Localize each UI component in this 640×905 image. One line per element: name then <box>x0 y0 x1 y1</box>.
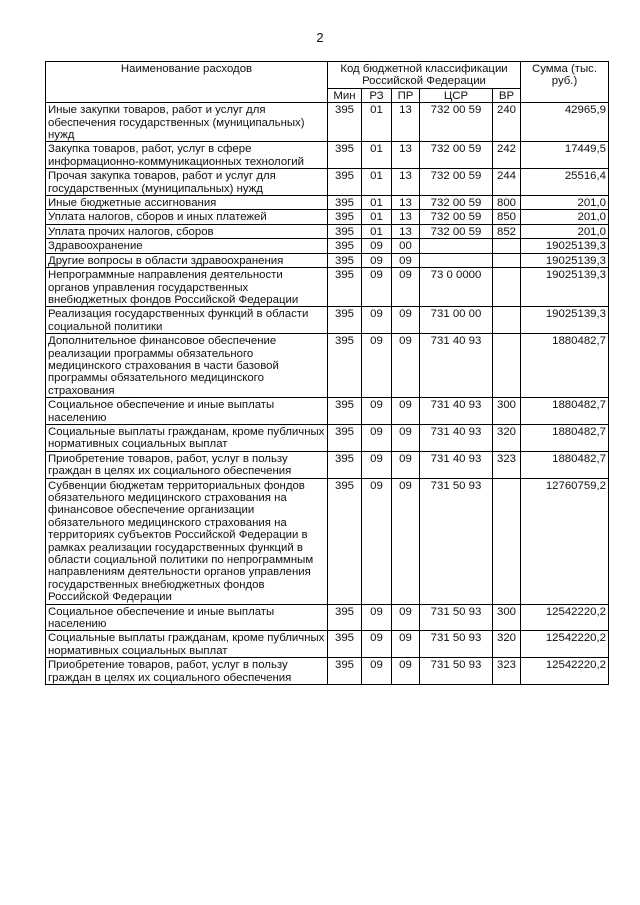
header-rz: РЗ <box>362 88 392 102</box>
table-row <box>46 307 609 334</box>
cell-sum: 1880482,7 <box>521 451 609 478</box>
table-row <box>46 631 609 658</box>
cell-sum: 1880482,7 <box>521 424 609 451</box>
cell-sum: 25516,4 <box>521 169 609 196</box>
cell-name: Иные закупки товаров, работ и услуг для обеспечения государственных (муниципальных) нужд <box>46 103 328 142</box>
table-row <box>46 334 609 398</box>
cell-sum: 19025139,3 <box>521 253 609 267</box>
cell-csr: 731 40 93 <box>420 451 493 478</box>
cell-csr: 731 40 93 <box>420 334 493 398</box>
table-row <box>46 224 609 238</box>
cell-min: 395 <box>328 478 362 604</box>
cell-vr <box>493 239 521 253</box>
cell-csr: 732 00 59 <box>420 224 493 238</box>
cell-rz: 01 <box>362 142 392 169</box>
table-row <box>46 478 609 604</box>
cell-csr <box>420 253 493 267</box>
table-row <box>46 658 609 685</box>
table-row <box>46 398 609 425</box>
cell-rz: 01 <box>362 224 392 238</box>
cell-rz: 09 <box>362 658 392 685</box>
cell-min: 395 <box>328 224 362 238</box>
cell-vr <box>493 307 521 334</box>
cell-name: Приобретение товаров, работ, услуг в пользу граждан в целях их социального обеспечения <box>46 451 328 478</box>
cell-name: Субвенции бюджетам территориальных фондов обязательного медицинского страхования на финансовое обеспечение организации обязательного медицинского страхования на территориях субъектов Российской Федерации в рамках реализации государственных функций в области социальной политики по непрограммным направлениям деятельности органов управления государственных внебюджетных фондов Российской Федерации <box>46 478 328 604</box>
cell-rz: 09 <box>362 451 392 478</box>
cell-vr: 300 <box>493 398 521 425</box>
cell-pr: 00 <box>392 239 420 253</box>
cell-rz: 01 <box>362 103 392 142</box>
cell-vr: 323 <box>493 451 521 478</box>
cell-pr: 09 <box>392 268 420 307</box>
cell-vr: 242 <box>493 142 521 169</box>
cell-csr <box>420 239 493 253</box>
cell-sum: 19025139,3 <box>521 239 609 253</box>
cell-pr: 09 <box>392 451 420 478</box>
cell-pr: 09 <box>392 253 420 267</box>
cell-min: 395 <box>328 196 362 210</box>
header-code-group: Код бюджетной классификации Российской Федерации <box>328 62 521 89</box>
cell-sum: 201,0 <box>521 224 609 238</box>
table-row <box>46 210 609 224</box>
cell-min: 395 <box>328 103 362 142</box>
cell-csr: 732 00 59 <box>420 196 493 210</box>
budget-table <box>45 61 609 685</box>
table-row <box>46 142 609 169</box>
cell-pr: 09 <box>392 604 420 631</box>
cell-pr: 13 <box>392 196 420 210</box>
cell-sum: 42965,9 <box>521 103 609 142</box>
cell-pr: 09 <box>392 398 420 425</box>
cell-csr: 731 50 93 <box>420 631 493 658</box>
cell-pr: 13 <box>392 169 420 196</box>
cell-pr: 09 <box>392 658 420 685</box>
cell-csr: 731 40 93 <box>420 424 493 451</box>
cell-pr: 13 <box>392 103 420 142</box>
cell-min: 395 <box>328 239 362 253</box>
cell-name: Непрограммные направления деятельности органов управления государственных внебюджетных фондов Российской Федерации <box>46 268 328 307</box>
cell-name: Приобретение товаров, работ, услуг в пользу граждан в целях их социального обеспечения <box>46 658 328 685</box>
cell-sum: 19025139,3 <box>521 268 609 307</box>
table-row <box>46 239 609 253</box>
cell-pr: 09 <box>392 307 420 334</box>
cell-rz: 01 <box>362 210 392 224</box>
cell-min: 395 <box>328 210 362 224</box>
cell-vr: 320 <box>493 631 521 658</box>
cell-vr: 850 <box>493 210 521 224</box>
header-min: Мин <box>328 88 362 102</box>
cell-min: 395 <box>328 169 362 196</box>
cell-csr: 731 50 93 <box>420 604 493 631</box>
cell-vr <box>493 253 521 267</box>
cell-rz: 09 <box>362 307 392 334</box>
header-vr: ВР <box>493 88 521 102</box>
cell-sum: 12760759,2 <box>521 478 609 604</box>
cell-name: Уплата прочих налогов, сборов <box>46 224 328 238</box>
cell-name: Прочая закупка товаров, работ и услуг для государственных (муниципальных) нужд <box>46 169 328 196</box>
cell-min: 395 <box>328 604 362 631</box>
header-csr: ЦСР <box>420 88 493 102</box>
cell-vr: 323 <box>493 658 521 685</box>
cell-sum: 1880482,7 <box>521 398 609 425</box>
cell-min: 395 <box>328 658 362 685</box>
cell-rz: 01 <box>362 196 392 210</box>
cell-rz: 01 <box>362 169 392 196</box>
cell-name: Закупка товаров, работ, услуг в сфере информационно-коммуникационных технологий <box>46 142 328 169</box>
cell-rz: 09 <box>362 334 392 398</box>
cell-vr <box>493 268 521 307</box>
cell-sum: 201,0 <box>521 196 609 210</box>
cell-rz: 09 <box>362 253 392 267</box>
cell-csr: 732 00 59 <box>420 103 493 142</box>
cell-rz: 09 <box>362 604 392 631</box>
header-row <box>46 62 609 89</box>
cell-pr: 09 <box>392 424 420 451</box>
cell-rz: 09 <box>362 398 392 425</box>
cell-name: Социальные выплаты гражданам, кроме публичных нормативных социальных выплат <box>46 631 328 658</box>
cell-csr: 732 00 59 <box>420 210 493 224</box>
cell-csr: 73 0 0000 <box>420 268 493 307</box>
cell-vr <box>493 334 521 398</box>
cell-sum: 12542220,2 <box>521 658 609 685</box>
cell-min: 395 <box>328 451 362 478</box>
cell-csr: 731 50 93 <box>420 658 493 685</box>
cell-sum: 1880482,7 <box>521 334 609 398</box>
cell-pr: 13 <box>392 224 420 238</box>
cell-vr: 800 <box>493 196 521 210</box>
cell-name: Дополнительное финансовое обеспечение реализации программы обязательного медицинского страхования в части базовой программы обязательного медицинского страхования <box>46 334 328 398</box>
cell-pr: 09 <box>392 478 420 604</box>
cell-rz: 09 <box>362 268 392 307</box>
cell-sum: 17449,5 <box>521 142 609 169</box>
cell-csr: 731 40 93 <box>420 398 493 425</box>
page-number: 2 <box>316 30 324 45</box>
cell-name: Социальное обеспечение и иные выплаты населению <box>46 398 328 425</box>
cell-pr: 13 <box>392 210 420 224</box>
header-sum: Сумма (тыс. руб.) <box>521 62 609 103</box>
cell-sum: 12542220,2 <box>521 631 609 658</box>
table-row <box>46 196 609 210</box>
cell-name: Уплата налогов, сборов и иных платежей <box>46 210 328 224</box>
cell-min: 395 <box>328 253 362 267</box>
cell-csr: 731 50 93 <box>420 478 493 604</box>
cell-vr: 244 <box>493 169 521 196</box>
cell-sum: 201,0 <box>521 210 609 224</box>
cell-vr: 300 <box>493 604 521 631</box>
cell-rz: 09 <box>362 239 392 253</box>
cell-csr: 732 00 59 <box>420 169 493 196</box>
cell-name: Другие вопросы в области здравоохранения <box>46 253 328 267</box>
header-name: Наименование расходов <box>46 62 328 103</box>
cell-vr: 852 <box>493 224 521 238</box>
cell-sum: 12542220,2 <box>521 604 609 631</box>
cell-min: 395 <box>328 268 362 307</box>
cell-pr: 09 <box>392 631 420 658</box>
table-row <box>46 169 609 196</box>
cell-vr: 320 <box>493 424 521 451</box>
cell-rz: 09 <box>362 478 392 604</box>
table-row <box>46 604 609 631</box>
cell-name: Реализация государственных функций в области социальной политики <box>46 307 328 334</box>
cell-min: 395 <box>328 334 362 398</box>
table-row <box>46 268 609 307</box>
table-row <box>46 451 609 478</box>
cell-vr <box>493 478 521 604</box>
cell-min: 395 <box>328 398 362 425</box>
cell-csr: 732 00 59 <box>420 142 493 169</box>
cell-pr: 13 <box>392 142 420 169</box>
cell-min: 395 <box>328 307 362 334</box>
table-row <box>46 424 609 451</box>
cell-name: Иные бюджетные ассигнования <box>46 196 328 210</box>
cell-sum: 19025139,3 <box>521 307 609 334</box>
cell-csr: 731 00 00 <box>420 307 493 334</box>
table-row <box>46 103 609 142</box>
cell-vr: 240 <box>493 103 521 142</box>
cell-name: Социальное обеспечение и иные выплаты населению <box>46 604 328 631</box>
cell-rz: 09 <box>362 424 392 451</box>
cell-min: 395 <box>328 631 362 658</box>
cell-rz: 09 <box>362 631 392 658</box>
header-pr: ПР <box>392 88 420 102</box>
cell-min: 395 <box>328 424 362 451</box>
cell-pr: 09 <box>392 334 420 398</box>
cell-name: Социальные выплаты гражданам, кроме публичных нормативных социальных выплат <box>46 424 328 451</box>
cell-name: Здравоохранение <box>46 239 328 253</box>
table-row <box>46 253 609 267</box>
cell-min: 395 <box>328 142 362 169</box>
